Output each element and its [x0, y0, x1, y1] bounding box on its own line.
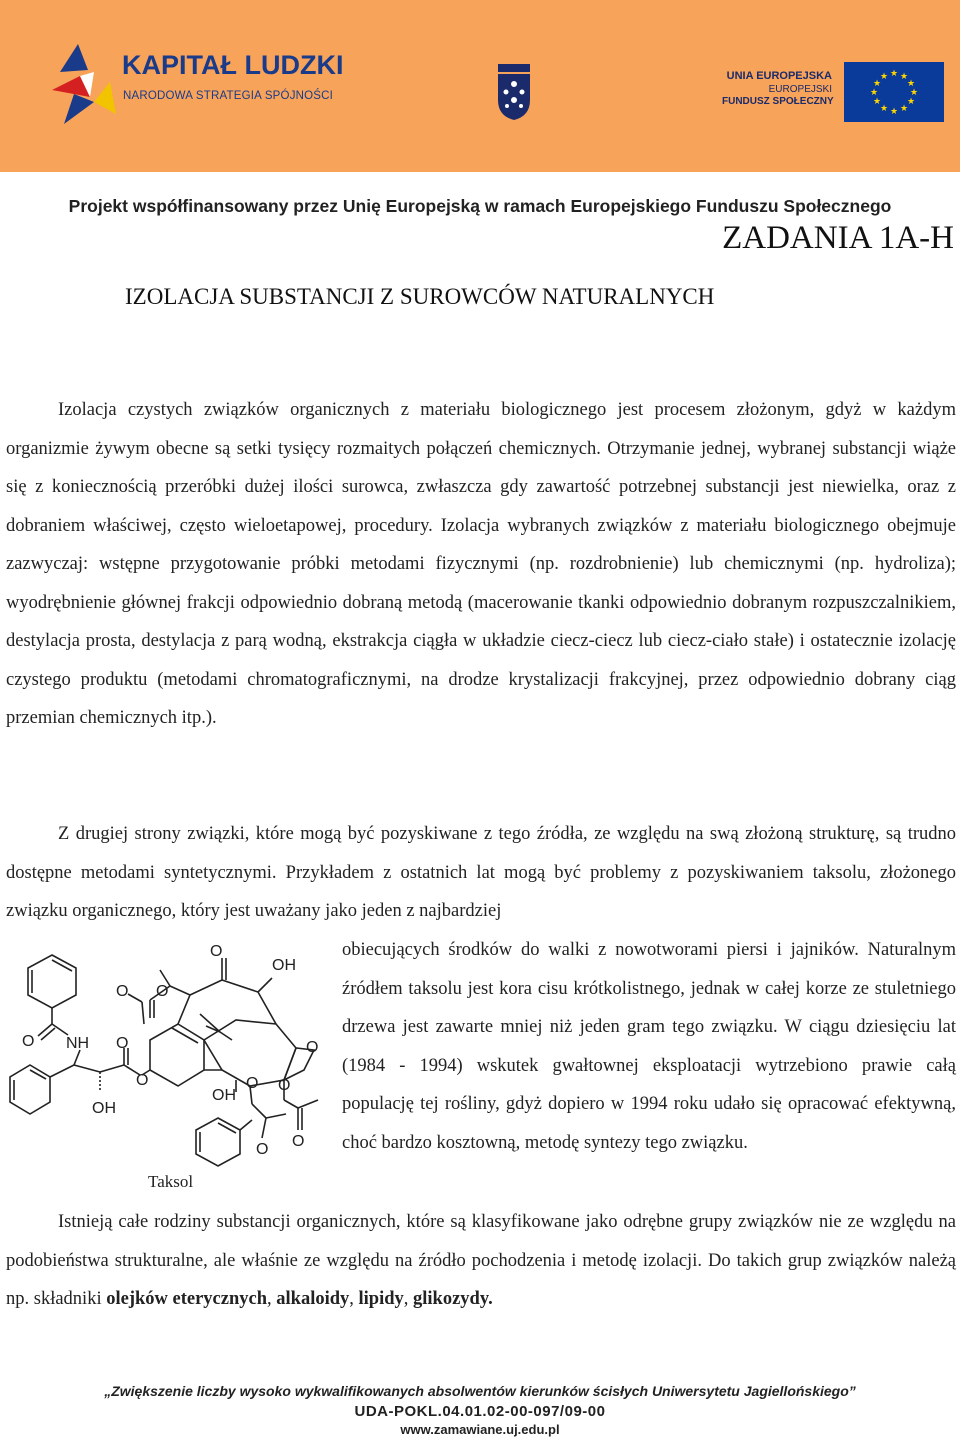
atom-label: O — [156, 983, 169, 1000]
header-banner — [0, 0, 960, 172]
atom-label: O — [210, 943, 223, 960]
term-alkaloids: alkaloidy — [276, 1289, 350, 1309]
kapital-ludzki-subtitle: NARODOWA STRATEGIA SPÓJNOŚCI — [123, 90, 334, 102]
paragraph-intro: Izolacja czystych związków organicznych z materiału biologicznego jest procesem złożonym, gdyż w każdym organizmie żywym obecne są setki tysięcy rozmaitych połączeń chemicznych. Otrzymanie jednej, wybranej substancji wiąże się z koniecznością przeróbki dużej ilości surowca, zwłaszcza gdy zawartość potrzebnej substancji jest niewielka, oraz z dobraniem właściwej, często wieloetapowej, procedury. Izolacja wybranych związków z materiału biologicznego obejmuje zazwyczaj: wstępne przygotowanie próbki metodami fizycznymi (np. rozdrobnienie) lub chemicznymi (np. hydroliza); wyodrębnienie głównej frakcji odpowiednio dobraną metodą (macerowanie tkanki odpowiednio dobranym rozpuszczalnikiem, destylacja prosta, destylacja z parą wodną, ekstrakcja ciągła w układzie ciecz-ciecz lub ciecz-ciało stałe) i ostatecznie izolację czystego produktu (metodami chromatograficznymi, na drodze krystalizacji frakcyjnej, przez odpowiednio dobrany ciąg przemian chemicznych itp.). — [6, 400, 956, 728]
kapital-ludzki-title: KAPITAŁ LUDZKI — [122, 50, 344, 80]
svg-text:★: ★ — [889, 107, 899, 117]
atom-label: O — [116, 983, 129, 1000]
separator: , — [349, 1289, 359, 1309]
eu-subtitle-2: FUNDUSZ SPOŁECZNY — [722, 96, 834, 107]
footer-project-code: UDA-POKL.04.01.02-00-097/09-00 — [354, 1403, 606, 1420]
page-title: IZOLACJA SUBSTANCJI Z SUROWCÓW NATURALNYCH — [125, 284, 715, 309]
kapital-ludzki-star-icon — [50, 42, 120, 127]
eu-flag-icon — [844, 62, 944, 122]
atom-label: OH — [212, 1087, 236, 1104]
atom-label: O — [256, 1141, 269, 1158]
svg-text:★: ★ — [906, 79, 916, 89]
paragraph-text: Istnieją całe rodziny substancji organicznych, które są klasyfikowane jako odrębne grupy związków nie ze względu na podobieństwa strukturalne, ale właśnie ze względu na źródło pochodzenia i metodę izolacji. Do takich grup związków należą np. składniki — [6, 1212, 956, 1309]
taxol-structure-diagram — [0, 940, 336, 1175]
svg-text:★: ★ — [909, 88, 919, 98]
paragraph-compound-groups — [6, 1203, 956, 1319]
term-glycosides: glikozydy. — [413, 1289, 493, 1309]
atom-label: O — [136, 1072, 149, 1089]
project-funding-line: Projekt współfinansowany przez Unię Europejską w ramach Europejskiego Funduszu Społecznego — [68, 196, 892, 216]
atom-label: O — [292, 1133, 305, 1150]
footer-website-link[interactable]: www.zamawiane.uj.edu.pl — [400, 1422, 560, 1437]
paragraph-taxol-details: obiecujących środków do walki z nowotworami piersi i jajników. Naturalnym źródłem taksolu jest kora cisu krótkolistnego, jednak w całej korze ze stuletniego drzewa jest zawarte mniej niż jeden gram tego związku. W ciągu dziesięciu lat (1984 - 1994) wskutek gwałtownej eksploatacji wytrzebiono prawie całą populację tej rośliny, gdyż dopiero w 1994 roku udało się opracować efektywną, choć bardzo kosztowną, metodę syntezy tego związku. — [342, 940, 956, 1153]
figure-caption: Taksol — [148, 1172, 194, 1191]
svg-text:★: ★ — [879, 104, 889, 114]
separator: , — [267, 1289, 277, 1309]
svg-text:★: ★ — [869, 88, 879, 98]
svg-text:★: ★ — [872, 97, 882, 107]
svg-text:★: ★ — [879, 72, 889, 82]
atom-label: O — [116, 1035, 129, 1052]
svg-text:★: ★ — [899, 72, 909, 82]
kapital-ludzki-logo — [50, 42, 344, 127]
separator: , — [403, 1289, 414, 1309]
svg-text:★: ★ — [889, 69, 899, 79]
svg-text:★: ★ — [906, 97, 916, 107]
atom-label: O — [22, 1033, 35, 1050]
atom-label: O — [246, 1075, 259, 1092]
term-essential-oils: olejków eterycznych — [106, 1289, 268, 1309]
university-emblem-icon — [494, 62, 534, 122]
svg-text:★: ★ — [899, 104, 909, 114]
atom-label: OH — [92, 1100, 116, 1117]
atom-label: O — [278, 1077, 291, 1094]
atom-label: NH — [66, 1035, 90, 1052]
eu-subtitle-1: EUROPEJSKI — [768, 84, 832, 95]
svg-text:★: ★ — [872, 79, 882, 89]
atom-label: O — [306, 1039, 319, 1056]
paragraph-taxol-intro: Z drugiej strony związki, które mogą być pozyskiwane z tego źródła, ze względu na swą złożoną strukturę, są trudno dostępne metodami syntetycznymi. Przykładem z ostatnich lat mogą być problemy z pozyskiwaniem taksolu, złożonego związku organicznego, który jest uważany jako jeden z najbardziej — [6, 824, 956, 921]
term-lipids: lipidy — [358, 1289, 404, 1309]
task-label: ZADANIA 1A-H — [722, 220, 954, 256]
footer-project-title: „Zwiększenie liczby wysoko wykwalifikowanych absolwentów kierunków ścisłych Uniwersytetu Jagiellońskiego” — [104, 1383, 856, 1399]
atom-label: OH — [272, 957, 296, 974]
eu-logo — [722, 62, 944, 122]
eu-title: UNIA EUROPEJSKA — [726, 70, 832, 82]
